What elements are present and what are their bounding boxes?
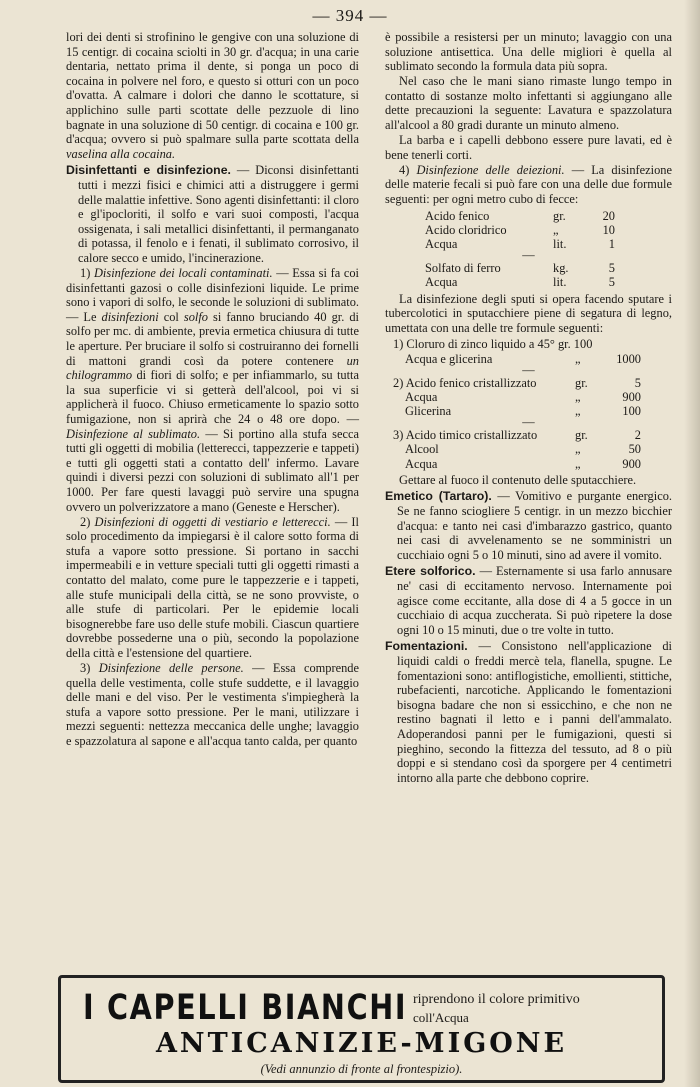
- paragraph: La barba e i capelli debbono essere pure lavati, ed è bene tenerli corti.: [385, 133, 672, 162]
- formula-title: 1) Cloruro di zinco liquido a 45° gr. 100: [393, 337, 593, 352]
- unit: lit.: [553, 237, 567, 251]
- formula-row: [385, 376, 672, 390]
- right-column: [385, 30, 672, 786]
- quantity: 900: [622, 389, 641, 404]
- section-text: — Il solo procedimento da impiegarsi è il calore sotto forma di stufa a vapore sotto pressione. Si portano in sacchi impermeabili e in vetture speciali tutti gli oggetti rimasti a contatto del malato, come pure le tappezzerie e i tappeti, alle stufe municipali della città, se ne sono provviste, o alle stufe di particolari. Per le epidemie locali bisognerebbe fare uso delle stufe mobili. Ciascun quartiere dovrebbe possederne una o più, secondo la popolazione della città e l'estensione del quartiere.: [66, 514, 360, 660]
- unit: gr.: [575, 375, 588, 390]
- emphasis: un chilogrammo: [66, 353, 359, 383]
- section-number: 2): [80, 514, 95, 529]
- entry-text: — Consistono nell'applicazione di liquidi caldi o freddi mercè tela, flanella, spugne. Le fomentazioni sono: antiflogistiche, emollienti, stittiche, rubefacienti, narcotiche. Applicando le fomentazioni bisogna badare che non si essicchino, e che non ne restino bagnati il letto e i panni dell'ammalato. Adoperandosi panni per le fumigazioni, questi si pieghino, secondo la fittezza del tessuto, ad 8 o più doppi e si stendano così da sporgere per 4 centimetri intorno alla parte che debbono coprire.: [397, 639, 672, 785]
- entry-text: — Diconsi disinfettanti tutti i mezzi fisici e chimici atti a distruggere i germi delle malattie infettive. Sono agenti disinfettanti: il cloro e gl'ipocloriti, il solfo e vari suoi composti, l'acqua ossigenata, i sali metallici disinfettanti, il permanganato di potassa, il fenolo e i fenati, il sublimato corrosivo, il calore secco e umido, l'incinerazione.: [78, 163, 359, 265]
- quantity: 5: [608, 261, 615, 276]
- quantity: 10: [602, 222, 615, 237]
- ad-tagline-2: coll'Acqua: [413, 1010, 469, 1025]
- quantity: 50: [628, 442, 641, 457]
- ingredient: Solfato di ferro: [425, 261, 501, 276]
- quantity: 900: [622, 456, 641, 471]
- section-number: 3): [80, 661, 99, 676]
- formula-row: [385, 261, 672, 275]
- unit: „: [575, 389, 581, 404]
- unit: „: [575, 456, 581, 471]
- formula-separator: —: [522, 415, 535, 430]
- formula-row: [385, 428, 672, 442]
- paragraph: La disinfezione degli sputi si opera facendo sputare i tubercolotici in sputacchiere piene di segatura di legno, umettata con una delle tre formule seguenti:: [385, 291, 672, 335]
- quantity: 1000: [616, 351, 641, 366]
- ingredient: 3) Acido timico cristallizzato: [393, 428, 538, 443]
- section-title: Disinfezione delle persone.: [98, 661, 244, 676]
- section-text: — Essa si fa coi disinfettanti gazosi o colle disinfezioni liquide. Le prime sono i vapori di solfo, le seconde le soluzioni di sublimato. — Le: [66, 266, 359, 324]
- unit: gr.: [575, 428, 588, 443]
- ad-tagline: riprendono il colore primitivo: [413, 992, 580, 1007]
- cocaine-text: lori dei denti si strofinino le gengive con una soluzione di 15 centigr. di cocaina sciolti in 30 gr. d'acqua; in una carie dentaria, nettato prima il dente, si ponga un poco di cocaina in polvere nel foro, e questo si otturi con un poco d'ovatta. A calmare i dolori che danno le scottature, si applichino sulle parti scottate delle pezzuole di lino bagnate in una soluzione di 50 centigr. di cocaina e 100 gr. d'acqua; ovvero si può spalmare sulla parte scottata della: [66, 30, 359, 147]
- entry-fomentazioni: [385, 639, 672, 785]
- unit: „: [575, 404, 581, 419]
- section-text: — La disinfezione delle materie fecali si può fare con una delle due formule seguenti: per ogni metro cubo di fecce:: [385, 162, 672, 207]
- ingredient: 2) Acido fenico cristallizzato: [393, 375, 537, 390]
- ingredient: Acqua: [405, 456, 438, 471]
- section-deiezioni: [385, 163, 672, 207]
- unit: „: [575, 351, 581, 366]
- ingredient: Acqua: [425, 237, 458, 251]
- ingredient: Alcool: [405, 442, 439, 457]
- formula-row: [385, 275, 672, 289]
- section-text: di fiori di solfo; e per infiammarlo, su tutta la sua superficie vi si getterà dell'alcool, poi vi si applicherà il fuoco. Chiuso ermeticamente lo spazio sotto fumigazione, non si aprirà che 24 o 48 ore dopo. —: [66, 368, 359, 426]
- section-vestiario: [66, 515, 359, 661]
- page-number: — 394 —: [312, 6, 388, 25]
- section-locali: [66, 266, 359, 514]
- formula-1: [385, 209, 672, 290]
- section-title: Disinfezioni di oggetti di vestiario e letterecci.: [94, 514, 331, 529]
- quantity: 20: [602, 208, 615, 223]
- section-text: — Essa comprende quella delle vestimenta, colle stufe suddette, e il lavaggio delle mani e del viso. Per le vestimenta s'impiegherà la stufa a vapore sotto pressione. Per le mani, utilizzare i mezzi seguenti: nettezza meccanica delle unghe; lavaggio e spazzolatura al sapone e all'acqua tanto calda, per quanto: [66, 661, 359, 748]
- entry-text: — Vomitivo e purgante energico. Se ne fanno sciogliere 5 centigr. in un mezzo bicchier d'acqua: e tanto nei casi d'imbarazzo gastrico, quanto nei casi di avvelenamento se ne somministri un cucchiaio ogni 5 o 10 minuti, sino ad avere il vomito.: [397, 489, 672, 562]
- formula-sputi: [385, 337, 672, 471]
- section-title: Disinfezione delle deiezioni.: [416, 162, 565, 177]
- emphasis: disinfezioni: [101, 309, 159, 324]
- formula-separator: —: [522, 362, 535, 377]
- section-text: col: [158, 309, 184, 324]
- emphasis: solfo: [183, 309, 208, 324]
- emphasis: Disinfezione al sublimato.: [66, 426, 201, 441]
- unit: lit.: [553, 275, 567, 290]
- cocaine-emphasis: vaselina alla cocaina.: [66, 146, 176, 161]
- advertisement-box: [58, 975, 665, 1083]
- unit: gr.: [553, 208, 566, 223]
- ingredient: Acqua: [425, 275, 458, 290]
- page-edge-shadow: [684, 0, 700, 1087]
- ingredient: Acqua e glicerina: [405, 351, 493, 366]
- ad-title: I CAPELLI BIANCHI: [83, 988, 408, 1028]
- section-text: — Si portino alla stufa secca tutti gli oggetti di mobilia (letterecci, tappezzerie e tappeti) e tutti gli oggetti stati a contatto dell' infermo. Lavare quindi i diversi pezzi con soluzioni di sublimato all'1 per 1000. Per fare questi lavaggi può servire una spugna ovvero un polverizzatore a mano (Geneste e Herscher).: [66, 426, 359, 514]
- unit: kg.: [553, 261, 569, 276]
- entry-heading: Etere solforico.: [385, 564, 476, 579]
- ingredient: Acido fenico: [425, 208, 490, 223]
- formula-row: [385, 390, 672, 404]
- paragraph: Gettare al fuoco il contenuto delle sputacchiere.: [399, 472, 637, 487]
- formula-row: [385, 457, 672, 471]
- ad-brand: ANTICANIZIE-MIGONE: [155, 1028, 568, 1059]
- formula-row: [385, 223, 672, 237]
- ingredient: Glicerina: [405, 404, 452, 419]
- formula-separator: —: [522, 248, 535, 263]
- section-text: si fanno bruciando 40 gr. di solfo per mc. di ambiente, previa ermetica chiusura di tutte le aperture. Per bruciare il solfo si costruiranno dei fornelli di mattoni grandi così da potere contenere: [66, 309, 359, 368]
- entry-heading: Emetico (Tartaro).: [385, 489, 492, 504]
- section-number: 1): [80, 266, 94, 280]
- section-number: 4): [399, 162, 417, 177]
- quantity: 100: [622, 404, 641, 419]
- quantity: 5: [608, 275, 615, 290]
- entry-text: — Esternamente si usa farlo annusare ne' casi di eccitamento nervoso. Internamente poi agisce come eccitante, alla dose di 4 a 5 gocce in un cucchiaio di acqua zuccherata. Si può ripetere la dose ogni 10 o 15 minuti, due o tre volte in tutto.: [397, 564, 672, 637]
- entry-heading: Disinfettanti e disinfezione.: [66, 163, 231, 178]
- entry-etere: [385, 564, 672, 637]
- quantity: 2: [634, 428, 641, 443]
- left-column: [66, 30, 359, 749]
- unit: „: [553, 222, 559, 237]
- formula-row: [385, 442, 672, 456]
- ingredient: Acido cloridrico: [425, 222, 507, 237]
- section-persone: [66, 661, 359, 749]
- quantity: 5: [634, 375, 641, 390]
- cocaine-paragraph: [66, 30, 359, 161]
- entry-heading: Fomentazioni.: [385, 639, 468, 654]
- formula-row: [385, 209, 672, 223]
- unit: „: [575, 442, 581, 457]
- paragraph: Nel caso che le mani siano rimaste lungo tempo in contatto di sostanze molto infettanti si aggiungano alle dette precauzioni la seguente: Lavatura e spazzolatura all'alcool a 80 gradi durante un minuto almeno.: [385, 74, 672, 133]
- entry-disinfettanti: [66, 163, 359, 265]
- ingredient: Acqua: [405, 389, 438, 404]
- section-title: Disinfezione dei locali contaminati.: [93, 266, 273, 280]
- quantity: 1: [608, 237, 615, 251]
- ad-note: (Vedi annunzio di fronte al frontespizio).: [260, 1062, 463, 1076]
- entry-emetico: [385, 489, 672, 562]
- paragraph: è possibile a resistersi per un minuto; lavaggio con una soluzione antisettica. Una delle migliori è quella al sublimato secondo la formula data più sopra.: [385, 30, 672, 74]
